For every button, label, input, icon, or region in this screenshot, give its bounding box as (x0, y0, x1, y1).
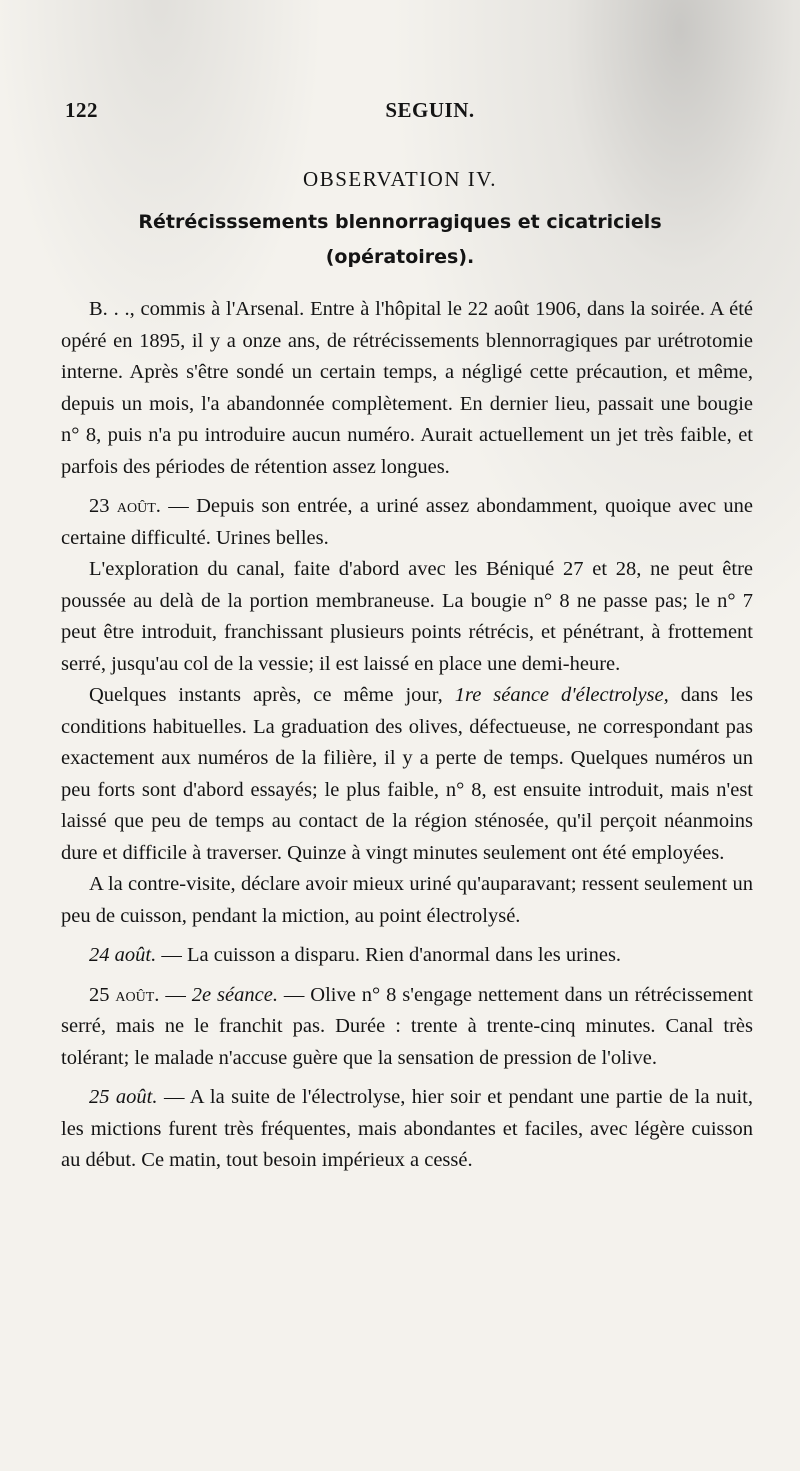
paragraph-25-aout (61, 980, 753, 1075)
entry-date: 24 août. (89, 944, 157, 966)
body-text (61, 286, 753, 1177)
paragraph-text: — Depuis son entrée, a uriné assez abondamment, quoique avec une certaine difficulté. Urines belles. (61, 495, 753, 549)
paragraph-24-aout (61, 940, 753, 972)
paragraph-text: — A la suite de l'électrolyse, hier soir et pendant une partie de la nuit, les mictions furent très fréquentes, mais abondantes et faciles, avec légère cuisson au début. Ce matin, tout besoin impérieux a cessé. (61, 1086, 754, 1171)
paragraph-dash: — (159, 983, 192, 1006)
page-header (60, 98, 740, 134)
paragraph-contre-visite (61, 869, 753, 932)
page-number: 122 (65, 98, 98, 122)
paragraph-exploration (61, 554, 753, 680)
paragraph-text: — La cuisson a disparu. Rien d'anormal dans les urines. (156, 944, 622, 966)
paragraph-25-aout-suite (61, 1082, 753, 1177)
paragraph-text: L'exploration du canal, faite d'abord avec les Béniqué 27 et 28, ne peut être poussée au delà de la portion membraneuse. La bougie n° 8 ne passe pas; le n° 7 peut être introduit, franchissant plusieurs points rétrécis, et pénétrant, à frottement serré, jusqu'au col de la vessie; il est laissé en place une demi-heure. (61, 558, 753, 675)
observation-title: OBSERVATION IV. (303, 167, 497, 191)
running-head: SEGUIN. (385, 98, 475, 122)
seance-label: 1re séance d'électrolyse, (454, 684, 669, 706)
paragraph-seance-1 (61, 680, 753, 869)
paragraph-text-after: dans les conditions habituelles. La graduation des olives, défectueuse, ne correspondant pas exactement aux numéros de la filière, il y a perte de temps. Quelques numéros un peu forts sont d'abord essayés; le plus faible, n° 8, est ensuite introduit, mais n'est laissé que peu de temps au contact de la région sténosée, qu'il perçoit néanmoins dure et difficile à traverser. Quinze à vingt minutes seulement ont été employées. (61, 684, 753, 864)
subtitle-line-1: Rétrécisssements blennorragiques et cicatriciels (138, 211, 662, 233)
entry-date: 23 août. (89, 495, 161, 517)
paragraph-23-aout (61, 491, 753, 554)
paragraph-text: B. . ., commis à l'Arsenal. Entre à l'hôpital le 22 août 1906, dans la soirée. A été opéré en 1895, il y a onze ans, de rétrécissements blennorragiques par urétrotomie interne. Après s'être sondé un certain temps, a négligé cette précaution, et même, depuis un mois, l'a abandonnée complètement. En dernier lieu, passait une bougie n° 8, puis n'a pu introduire aucun numéro. Aurait actuellement un jet très faible, et parfois des périodes de rétention assez longues. (61, 298, 753, 478)
entry-date: 25 août. (89, 983, 160, 1006)
paragraph-intro (61, 294, 753, 483)
observation-subtitle (60, 205, 740, 275)
paragraph-text: — Olive n° 8 s'engage nettement dans un rétrécissement serré, mais ne le franchit pas. Durée : trente à trente-cinq minutes. Canal très tolérant; le malade n'accuse guère que la sensation de pression de l'olive. (61, 983, 753, 1069)
subtitle-line-2: (opératoires). (325, 246, 475, 268)
seance-label: 2e séance. (191, 983, 278, 1006)
paragraph-text: A la contre-visite, déclare avoir mieux uriné qu'auparavant; ressent seulement un peu de cuisson, pendant la miction, au point électrolysé. (61, 873, 753, 927)
paragraph-text-before: Quelques instants après, ce même jour, (89, 684, 455, 706)
entry-date: 25 août. (89, 1086, 158, 1108)
